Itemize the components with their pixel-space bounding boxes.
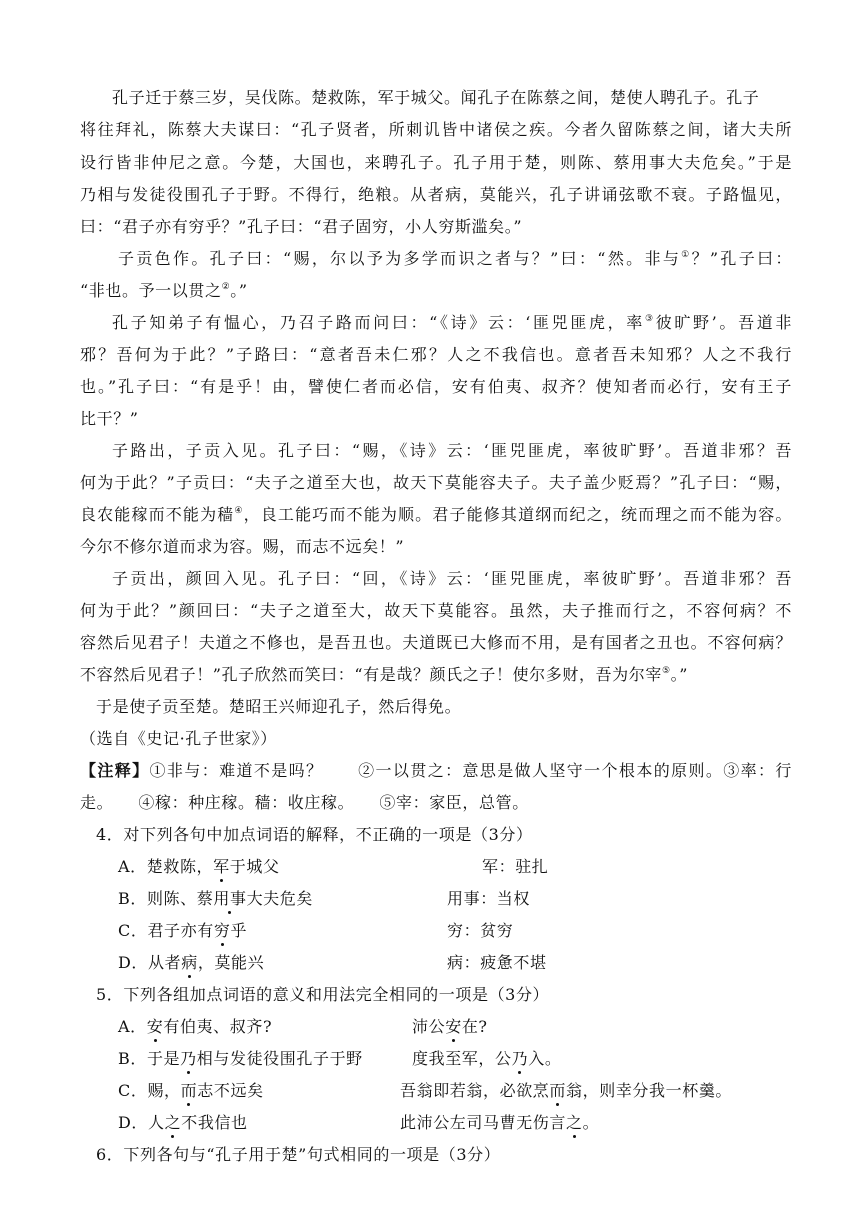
q4-a-dotted-word: 军 (213, 857, 230, 876)
q5-a-right-pre: 沛公 (412, 1017, 446, 1036)
q5-b-left-dotted: 乃 (180, 1049, 197, 1068)
q4-b-post: 大夫危矣 (246, 889, 313, 908)
q4-b-dotted-word: 用事 (213, 889, 247, 908)
q5-d-left-dotted: 之 (164, 1113, 182, 1132)
source-citation: （选自《史记·孔子世家》） (80, 729, 277, 748)
q4-b-pre: B．则陈、蔡 (118, 889, 214, 908)
q4-b-gloss: 用事：当权 (447, 889, 531, 908)
para1-line3: 设行皆非仲尼之意。今楚，大国也，来聘孔子。孔子用于楚，则陈、蔡用事大夫危矣。”于是 (80, 153, 792, 172)
q4-stem: 4．对下列各句中加点词语的解释，不正确的一项是（3分） (96, 825, 533, 844)
note-ref-5: ⑤ (661, 666, 671, 676)
para4-line3 (80, 505, 792, 525)
q5-c-left-pre: C．赐， (118, 1081, 181, 1100)
para3-line4: 比干？” (80, 409, 139, 428)
q5-option-a-right (412, 1017, 488, 1037)
q5-a-right-post: 在? (461, 1017, 488, 1036)
q4-c-gloss: 穷：贫穷 (447, 921, 514, 940)
q5-b-right-post: 入。 (528, 1049, 562, 1068)
q5-c-left-dotted: 而 (180, 1081, 198, 1100)
q4-option-b (118, 889, 313, 909)
q5-a-left-pre: A． (118, 1017, 147, 1036)
q4-c-pre: C．君子亦有 (118, 921, 214, 940)
para5-line4 (80, 665, 792, 685)
q5-a-left-dotted: 安 (146, 1017, 164, 1036)
notes-text-1: ①非与：难道不是吗？ ②一以贯之：意思是做人坚守一个根本的原则。③率：行 (149, 761, 792, 780)
para2-text-c: “非也。予一以贯之 (80, 281, 222, 300)
para1-line2: 将往拜礼，陈蔡大夫谋曰：“孔子贤者，所刺讥皆中诸侯之疾。今者久留陈蔡之间，诸大夫所 (80, 120, 792, 139)
q4-c-post: 乎 (230, 921, 248, 940)
para3-line1 (112, 313, 792, 333)
q5-d-right-post: 。 (582, 1113, 600, 1132)
q4-d-dotted-word: 病 (181, 953, 198, 972)
q5-option-d-left (118, 1113, 248, 1133)
para4-text-a: 良农能稼而不能为穑 (80, 505, 235, 524)
q5-stem: 5．下列各组加点词语的意义和用法完全相同的一项是（3分） (96, 985, 550, 1004)
q4-option-c (118, 921, 247, 941)
para2-text-b: ？”孔子曰： (691, 249, 792, 268)
q4-a-gloss: 军：驻扎 (482, 857, 549, 876)
q5-c-right-post: 翁，则幸分我一杯羹。 (566, 1081, 733, 1100)
para1-line4: 乃相与发徒役围孔子于野。不得行，绝粮。从者病，莫能兴，孔子讲诵弦歌不衰。子路愠见， (80, 185, 792, 204)
q5-c-right-pre: 吾翁即若翁，必欲烹 (400, 1081, 550, 1100)
para2-text-d: 。” (230, 281, 248, 300)
para4-line4: 今尔不修尔道而求为容。赐，而志不远矣！” (80, 537, 405, 556)
q4-option-a (118, 857, 280, 877)
para5-line2: 何为于此？”颜回曰：“夫子之道至大，故天下莫能容。虽然，夫子推而行之，不容何病？不 (80, 601, 792, 620)
q5-c-left-post: 志不远矣 (197, 1081, 264, 1100)
q5-a-right-dotted: 安 (445, 1017, 462, 1036)
note-ref-3: ③ (644, 314, 656, 324)
q5-c-right-dotted: 而 (549, 1081, 567, 1100)
para5-line1: 子贡出，颜回入见。孔子曰：“回，《诗》云：‘匪兕匪虎，率彼旷野’。吾道非邪？吾 (112, 569, 792, 588)
q4-d-post: ，莫能兴 (197, 953, 265, 972)
q5-option-c-right (400, 1081, 732, 1101)
q5-d-left-pre: D．人 (118, 1113, 165, 1132)
para3-text-a: 孔子知弟子有愠心，乃召子路而问曰：“《诗》云：‘匪兕匪虎，率 (112, 313, 645, 332)
q5-d-left-post: 不我信也 (181, 1113, 248, 1132)
q5-b-right-pre: 度我至军，公 (412, 1049, 512, 1068)
para3-line2: 邪？吾何为于此？”子路曰：“意者吾未仁邪？人之不我信也。意者吾未知邪？人之不我行 (80, 345, 792, 364)
q5-option-b-left (118, 1049, 363, 1069)
q4-option-d (118, 953, 264, 973)
para6-line: 于是使子贡至楚。楚昭王兴师迎孔子，然后得免。 (96, 697, 462, 716)
q5-b-left-post: 相与发徒役围孔子于野 (196, 1049, 363, 1068)
para4-line2: 何为于此？”子贡曰：“夫子之道至大也，故天下莫能容夫子。夫子盖少贬焉？”孔子曰：“赐， (80, 473, 792, 492)
notes-line1 (80, 761, 792, 781)
q5-option-a-left (118, 1017, 272, 1037)
note-ref-4: ④ (234, 506, 244, 516)
q4-a-pre: A．楚救陈， (118, 857, 214, 876)
q5-b-right-dotted: 乃 (511, 1049, 529, 1068)
para1-line1: 孔子迁于蔡三岁，吴伐陈。楚救陈，军于城父。闻孔子在陈蔡之间，楚使人聘孔子。孔子 (112, 88, 760, 107)
q4-d-gloss: 病：疲惫不堪 (447, 953, 547, 972)
q4-c-dotted-word: 穷 (213, 921, 231, 940)
para3-text-b: 彼旷野’。吾道非 (655, 313, 792, 332)
q5-option-b-right (412, 1049, 561, 1069)
note-ref-2: ② (221, 282, 231, 292)
notes-label: 【注释】 (80, 761, 150, 780)
para2-line1 (118, 249, 792, 269)
para5-text-b: 。” (670, 665, 689, 684)
q5-a-left-post: 有伯夷、叔齐? (163, 1017, 273, 1036)
q5-option-d-right (400, 1113, 599, 1133)
q4-d-pre: D．从者 (118, 953, 182, 972)
para1-line5: 曰：“君子亦有穷乎？”孔子曰：“君子固穷，小人穷斯滥矣。” (80, 217, 523, 236)
para5-text-a: 不容然后见君子！”孔子欣然而笑曰：“有是哉？颜氏之子！使尔多财，吾为尔宰 (80, 665, 662, 684)
para4-text-b: ，良工能巧而不能为顺。君子能修其道纲而纪之，统而理之而不能为容。 (243, 505, 793, 524)
note-ref-1: ① (681, 250, 692, 260)
para4-line1: 子路出，子贡入见。孔子曰：“赐，《诗》云：‘匪兕匪虎，率彼旷野’。吾道非邪？吾 (112, 441, 792, 460)
q4-a-post: 于城父 (229, 857, 280, 876)
q5-d-right-pre: 此沛公左司马曹无伤言 (400, 1113, 567, 1132)
para5-line3: 容然后见君子！夫道之不修也，是吾丑也。夫道既已大修而不用，是有国者之丑也。不容何病？ (80, 633, 792, 652)
para3-line3: 也。”孔子曰：“有是乎！由，譬使仁者而必信，安有伯夷、叔齐？使知者而必行，安有王子 (80, 377, 792, 396)
q6-stem: 6．下列各句与“孔子用于楚”句式相同的一项是（3分） (96, 1145, 501, 1164)
notes-line2: 走。 ④稼：种庄稼。穑：收庄稼。 ⑤宰：家臣，总管。 (80, 793, 529, 812)
q5-b-left-pre: B．于是 (118, 1049, 181, 1068)
q5-option-c-left (118, 1081, 264, 1101)
para2-text-a: 子贡色作。孔子曰：“赐，尔以予为多学而识之者与？”曰：“然。非与 (118, 249, 682, 268)
para2-line2 (80, 281, 792, 301)
q5-d-right-dotted: 之 (566, 1113, 583, 1132)
